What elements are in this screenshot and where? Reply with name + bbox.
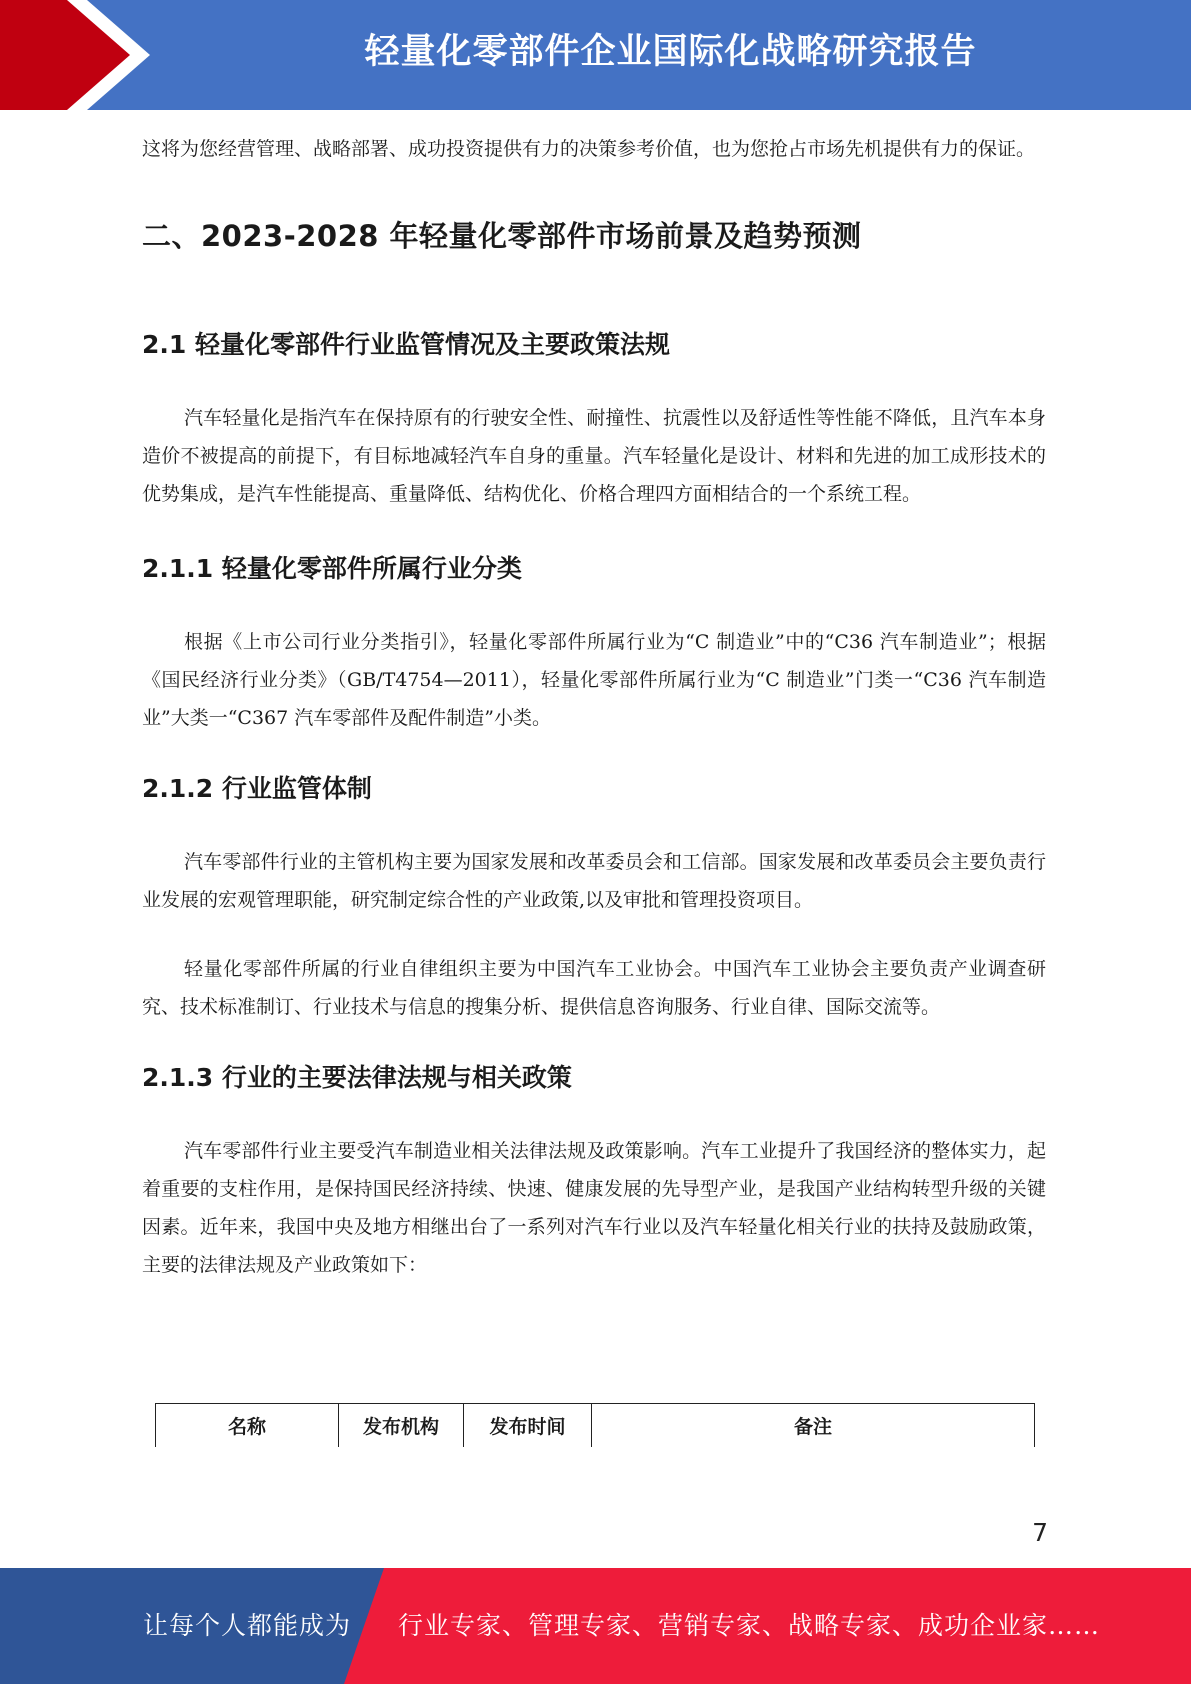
page-content <box>142 130 1046 1284</box>
footer-slogan-right: 行业专家、管理专家、营销专家、战略专家、成功企业家…… <box>398 1611 1101 1640</box>
table-header-row <box>156 1404 1035 1448</box>
report-title: 轻量化零部件企业国际化战略研究报告 <box>364 32 977 72</box>
section-2-1-1-paragraph: 根据《上市公司行业分类指引》，轻量化零部件所属行业为“C 制造业”中的“C36 汽车制造业”；根据《国民经济行业分类》（GB/T4754—2011），轻量化零部件所属行业为“C 制造业”门类一“C36 汽车制造业”大类一“C367 汽车零部件及配件制造”小类。 <box>142 631 1046 729</box>
section-2-1-paragraph: 汽车轻量化是指汽车在保持原有的行驶安全性、耐撞性、抗震性以及舒适性等性能不降低，且汽车本身造价不被提高的前提下，有目标地减轻汽车自身的重量。汽车轻量化是设计、材料和先进的加工成形技术的优势集成，是汽车性能提高、重量降低、结构优化、价格合理四方面相结合的一个系统工程。 <box>142 407 1046 505</box>
section-2-1-2-paragraph-2: 轻量化零部件所属的行业自律组织主要为中国汽车工业协会。中国汽车工业协会主要负责产业调查研究、技术标准制订、行业技术与信息的搜集分析、提供信息咨询服务、行业自律、国际交流等。 <box>142 958 1046 1018</box>
table-header-notes: 备注 <box>592 1404 1035 1448</box>
section-2-heading: 二、2023-2028 年轻量化零部件市场前景及趋势预测 <box>142 219 862 253</box>
header-banner <box>0 0 1191 110</box>
table-header-date: 发布时间 <box>464 1404 592 1448</box>
page-number: 7 <box>1032 1518 1048 1547</box>
section-2-1-3-heading: 2.1.3 行业的主要法律法规与相关政策 <box>142 1063 572 1092</box>
table-header-name: 名称 <box>156 1404 339 1448</box>
policy-table <box>155 1403 1035 1447</box>
section-2-1-2-heading: 2.1.2 行业监管体制 <box>142 774 372 803</box>
intro-paragraph: 这将为您经营管理、战略部署、成功投资提供有力的决策参考价值，也为您抢占市场先机提供有力的保证。 <box>142 138 1036 160</box>
section-2-1-2-paragraph-1: 汽车零部件行业的主管机构主要为国家发展和改革委员会和工信部。国家发展和改革委员会主要负责行业发展的宏观管理职能，研究制定综合性的产业政策,以及审批和管理投资项目。 <box>142 851 1046 911</box>
section-2-1-heading: 2.1 轻量化零部件行业监管情况及主要政策法规 <box>142 330 670 359</box>
footer-slogan-left: 让每个人都能成为 <box>143 1611 352 1640</box>
footer-banner <box>0 1568 1191 1684</box>
section-2-1-3-paragraph: 汽车零部件行业主要受汽车制造业相关法律法规及政策影响。汽车工业提升了我国经济的整体实力，起着重要的支柱作用，是保持国民经济持续、快速、健康发展的先导型产业，是我国产业结构转型升级的关键因素。近年来，我国中央及地方相继出台了一系列对汽车行业以及汽车轻量化相关行业的扶持及鼓励政策，主要的法律法规及产业政策如下： <box>142 1140 1046 1276</box>
section-2-1-1-heading: 2.1.1 轻量化零部件所属行业分类 <box>142 554 522 583</box>
table-header-publisher: 发布机构 <box>339 1404 464 1448</box>
